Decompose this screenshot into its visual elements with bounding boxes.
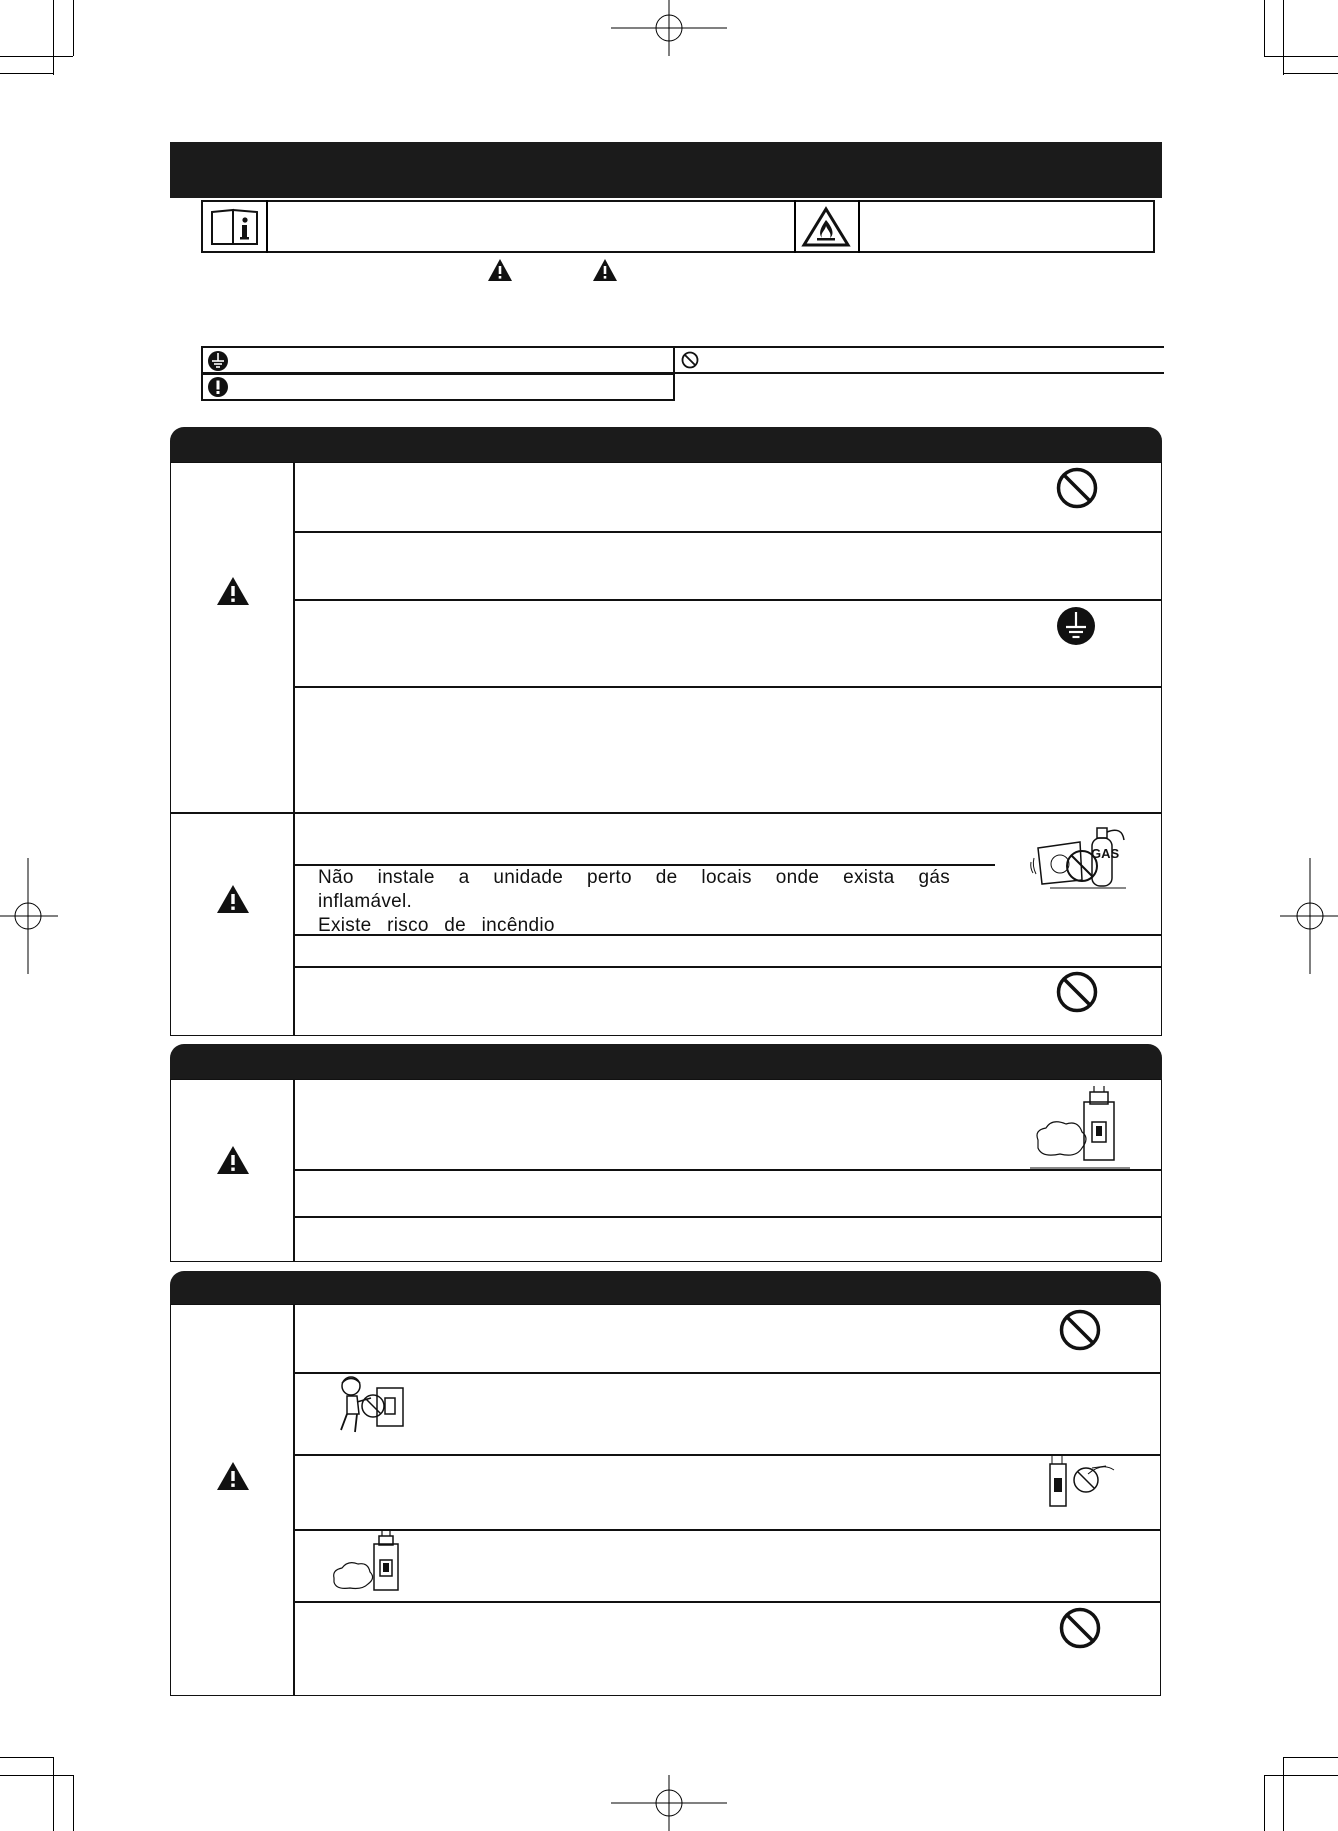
section-1-row-divider (293, 686, 1162, 688)
section-3-row-divider (293, 1372, 1161, 1374)
info-box-divider (794, 200, 796, 253)
gas-warning-text (318, 866, 950, 938)
plug-illustration (1044, 1456, 1120, 1516)
section-2-header (170, 1044, 1162, 1080)
section-1-column-divider (293, 462, 295, 1036)
section-2-column-divider (293, 1079, 295, 1262)
registration-mark-right (1280, 858, 1338, 974)
warning-triangle-icon (592, 258, 618, 282)
section-1-table (170, 462, 1162, 1036)
warning-triangle-icon (216, 884, 250, 914)
prohibited-icon (1059, 1309, 1101, 1351)
person-illustration (333, 1374, 413, 1438)
gas-warning-line-1: Não instale a unidade perto de locais onde exista gás inflamável. (318, 867, 950, 912)
info-box (201, 200, 1155, 253)
section-3-column-divider (293, 1304, 295, 1696)
prohibited-icon (1056, 467, 1098, 509)
gas-warning-line-2: Existe risco de incêndio (318, 915, 555, 936)
section-1-row-divider (170, 812, 1162, 814)
breaker-illustration (330, 1530, 412, 1594)
legend-row-ground (201, 346, 675, 374)
registration-mark-bottom (611, 1775, 727, 1831)
ground-icon (207, 350, 229, 372)
prohibited-icon (1056, 971, 1098, 1013)
section-1-row-divider (293, 531, 1162, 533)
breaker-illustration (1030, 1086, 1130, 1168)
gas-cylinder-label: GAS (1091, 846, 1120, 861)
section-3-row-divider (293, 1529, 1161, 1531)
prohibited-icon (681, 351, 699, 369)
warning-triangle-icon (216, 1145, 250, 1175)
ground-icon (1056, 606, 1096, 646)
section-1-header (170, 427, 1162, 463)
warning-triangle-icon (216, 1461, 250, 1491)
section-1-row-divider (293, 599, 1162, 601)
registration-mark-top (611, 0, 727, 56)
info-box-divider (858, 200, 860, 253)
section-2-table (170, 1079, 1162, 1262)
section-2-row-divider (293, 1216, 1162, 1218)
gas-unit-illustration (1030, 818, 1130, 892)
legend-row-mandatory (201, 373, 675, 401)
prohibited-icon (1059, 1607, 1101, 1649)
mandatory-icon (207, 376, 229, 398)
legend-row-prohibited (673, 346, 1164, 374)
warning-triangle-icon (216, 576, 250, 606)
section-1-row-divider (293, 966, 1162, 968)
section-3-header (170, 1271, 1161, 1305)
info-box-divider (266, 200, 268, 253)
flammable-warning-icon (801, 206, 851, 248)
warning-triangle-icon (487, 258, 513, 282)
registration-mark-left (0, 858, 58, 974)
section-3-table (170, 1304, 1161, 1696)
section-3-row-divider (293, 1601, 1161, 1603)
section-3-row-divider (293, 1454, 1161, 1456)
manual-info-icon (209, 208, 261, 246)
page-title-bar (170, 142, 1162, 198)
section-2-row-divider (293, 1169, 1162, 1171)
